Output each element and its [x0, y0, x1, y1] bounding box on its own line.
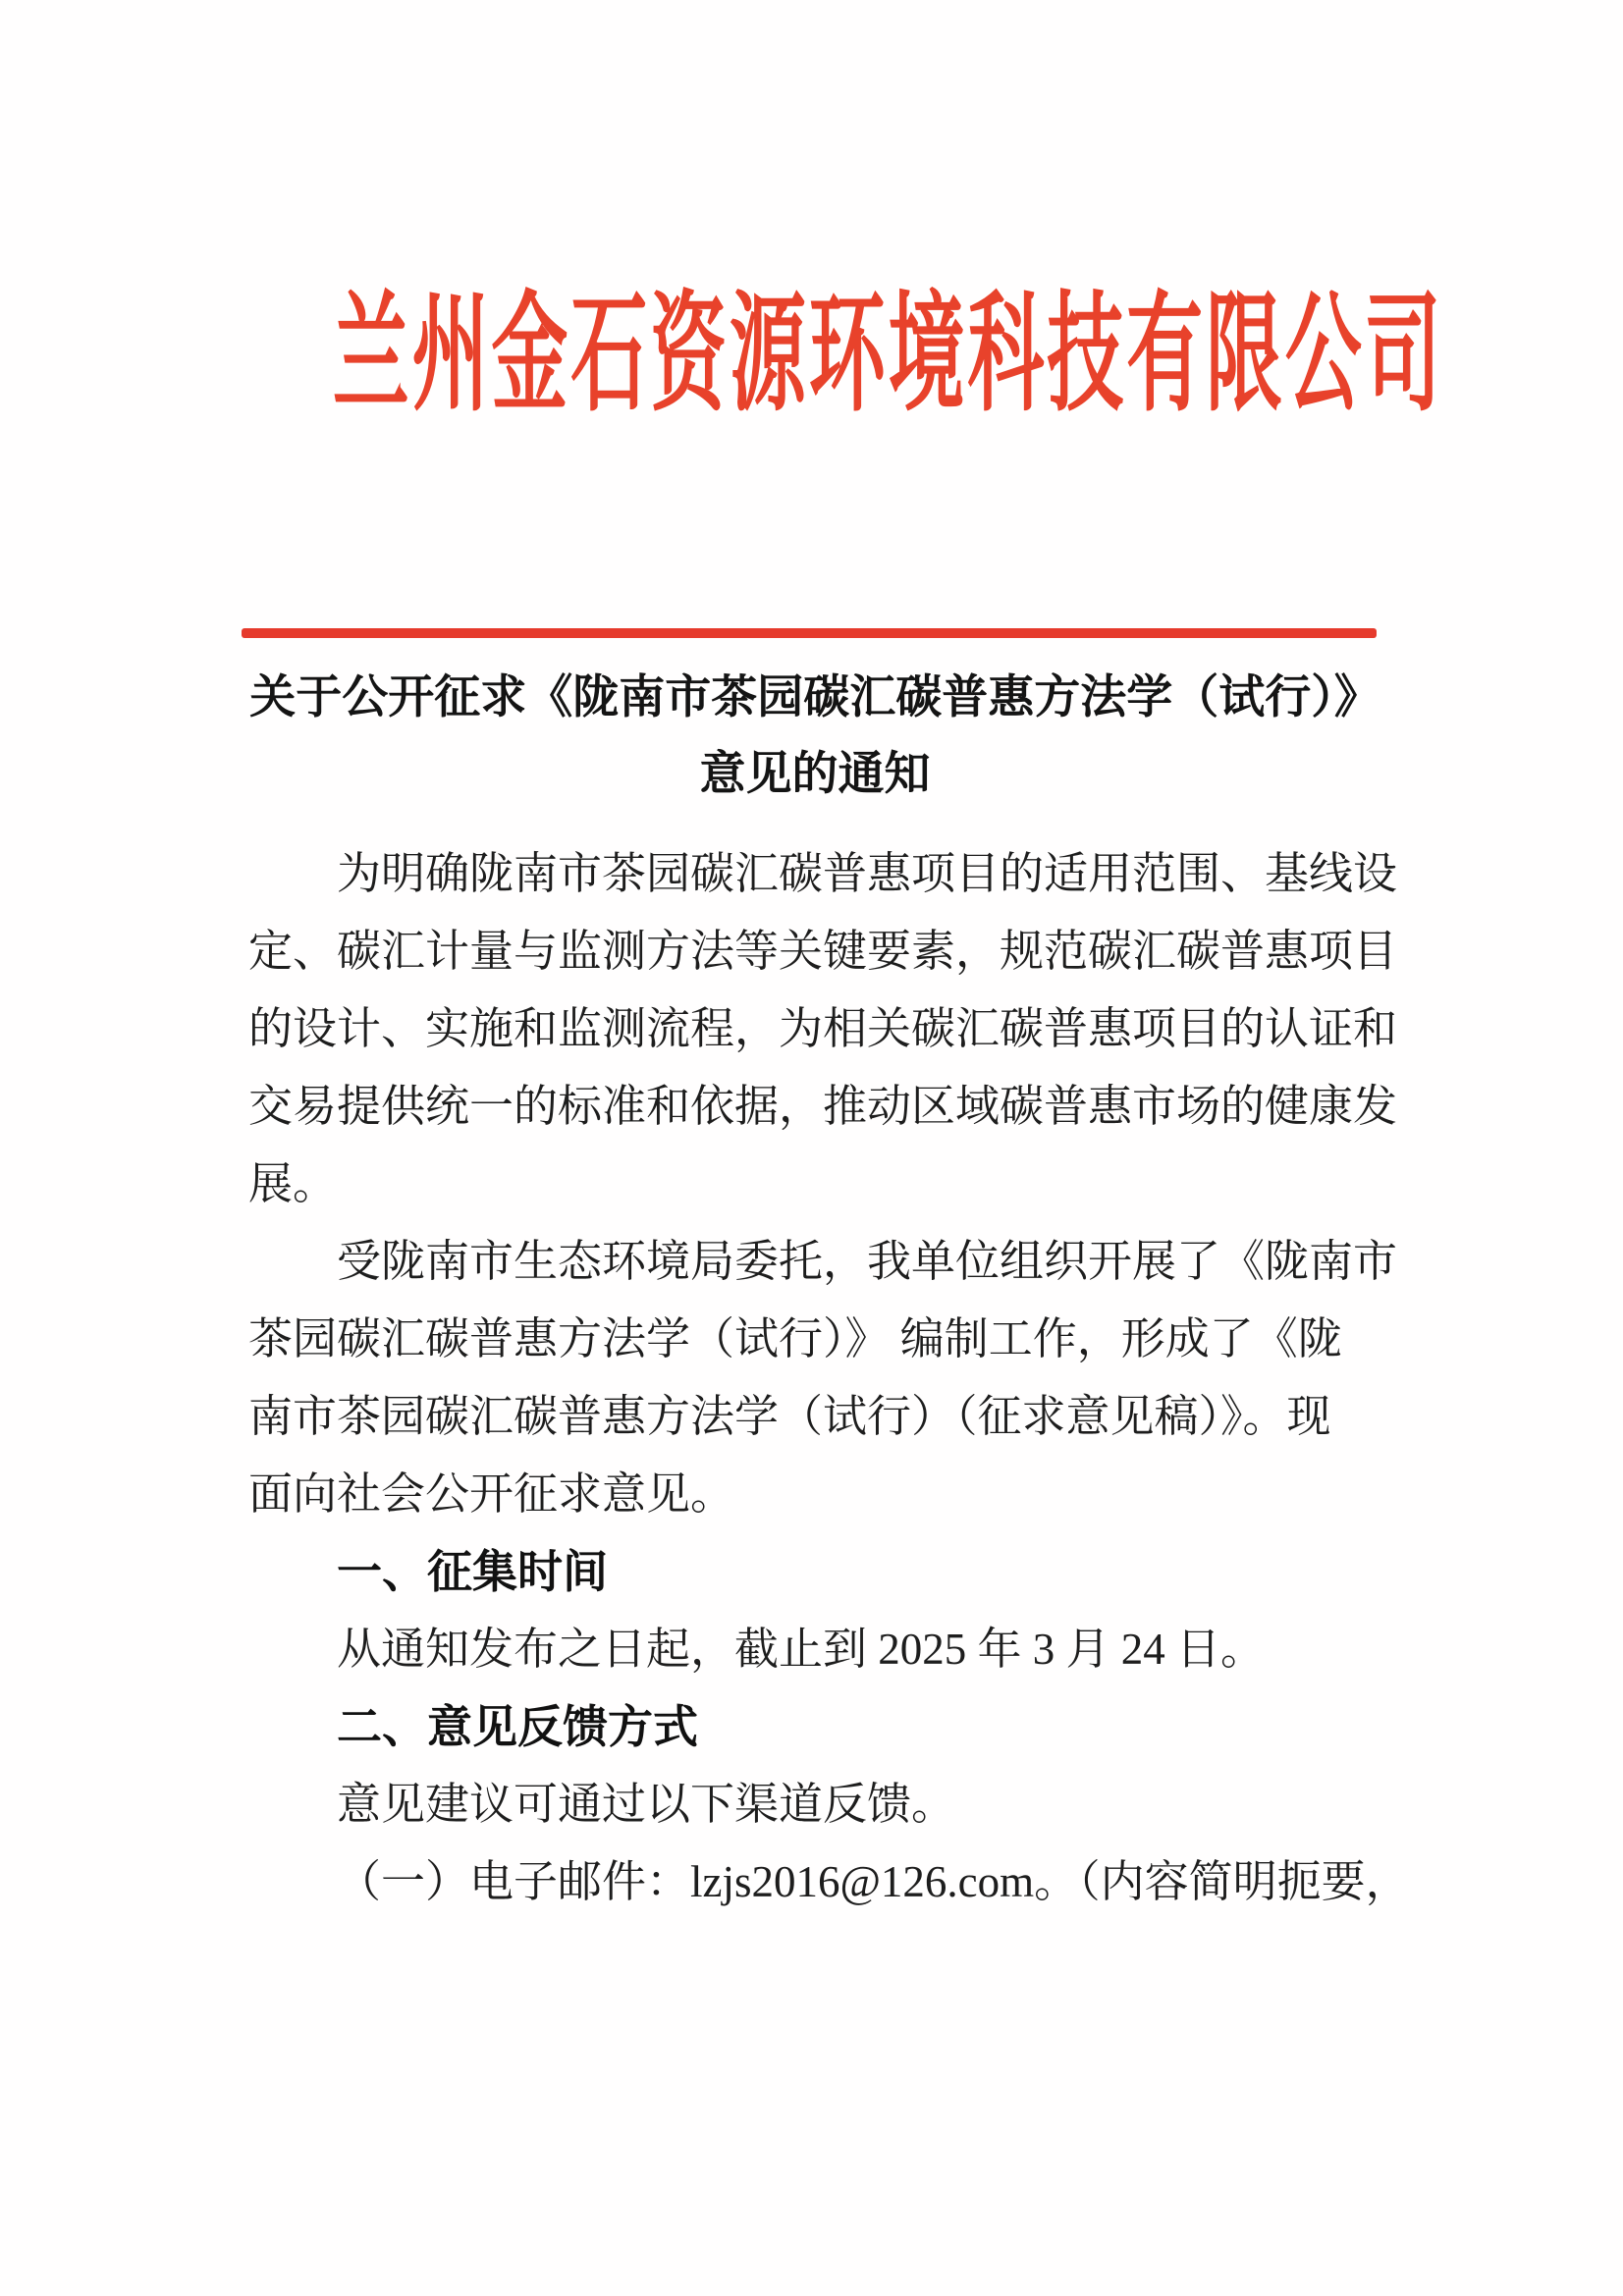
section-heading-collection-time: 一、征集时间 [337, 1546, 608, 1597]
company-letterhead: 兰州金石资源环境科技有限公司 [332, 283, 1444, 427]
notice-title-line-1: 关于公开征求《陇南市茶园碳汇碳普惠方法学（试行）》 [249, 672, 1380, 723]
body-line: 从通知发布之日起，截止到 2025 年 3 月 24 日。 [337, 1625, 1266, 1674]
red-divider-rule [242, 628, 1377, 638]
section-heading-feedback-method: 二、意见反馈方式 [337, 1701, 698, 1752]
body-line: 受陇南市生态环境局委托，我单位组织开展了《陇南市 [337, 1237, 1398, 1286]
body-line: 意见建议可通过以下渠道反馈。 [337, 1780, 956, 1829]
body-line: 南市茶园碳汇碳普惠方法学（试行）（征求意见稿）》。现 [248, 1392, 1331, 1441]
notice-title [245, 660, 1384, 813]
notice-title-line-2: 意见的通知 [699, 749, 931, 800]
body-line: 展。 [248, 1159, 338, 1208]
body-line: 面向社会公开征求意见。 [248, 1469, 735, 1519]
body-line: 为明确陇南市茶园碳汇碳普惠项目的适用范围、基线设 [337, 849, 1398, 898]
body-line: 茶园碳汇碳普惠方法学（试行）》 编制工作，形成了《陇 [248, 1314, 1342, 1363]
body-line: 交易提供统一的标准和依据，推动区域碳普惠市场的健康发 [248, 1082, 1398, 1131]
body-line-email: （一）电子邮件：lzjs2016@126.com。（内容简明扼要， [337, 1857, 1410, 1906]
notice-body [248, 835, 1410, 1921]
body-line: 定、碳汇计量与监测方法等关键要素，规范碳汇碳普惠项目 [248, 927, 1398, 976]
body-line: 的设计、实施和监测流程，为相关碳汇碳普惠项目的认证和 [248, 1004, 1398, 1053]
